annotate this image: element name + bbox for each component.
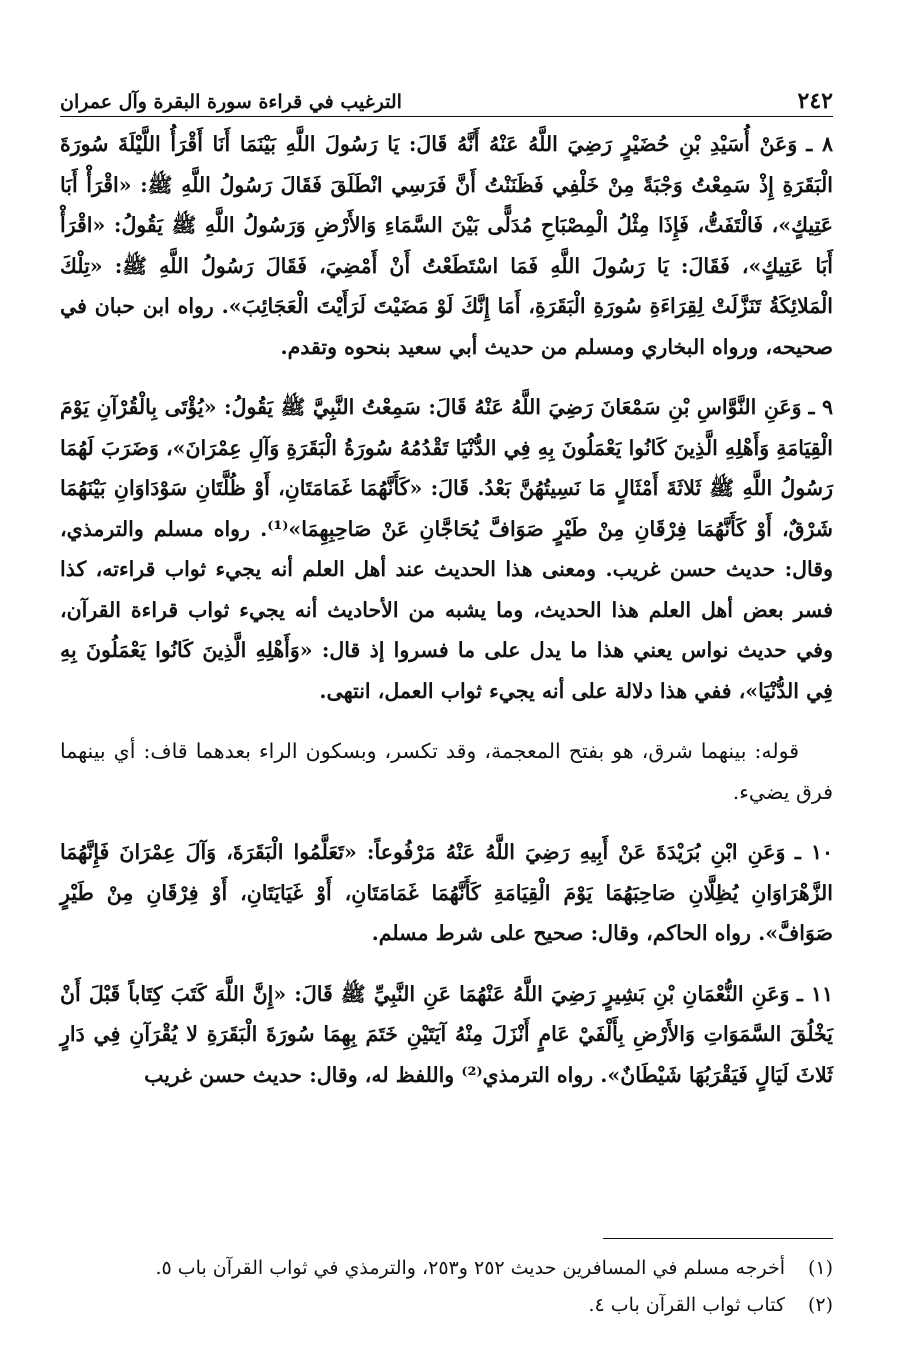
footnote-text: كتاب ثواب القرآن باب ٤.	[588, 1294, 785, 1316]
footnote-text: أخرجه مسلم في المسافرين حديث ٢٥٢ و٢٥٣، والترمذي في ثواب القرآن باب ٥.	[155, 1257, 785, 1279]
hadith-text: وَعَنِ النَّوَّاسِ بْنِ سَمْعَانَ رَضِيَ اللَّهُ عَنْهُ قَالَ: سَمِعْتُ النَّبِيَّ ﷺ يَقُولُ: «يُؤْتَى بِالْقُرْآنِ يَوْمَ الْقِيَامَةِ وَأَهْلِهِ الَّذِينَ كَانُوا يَعْمَلُونَ بِهِ فِي الدُّنْيَا تَقْدُمُهُ سُورَةُ الْبَقَرَةِ وَآلِ عِمْرَانَ»، وَضَرَبَ لَهُمَا رَسُولُ اللَّهِ ﷺ ثَلاثَةَ أَمْثَالٍ مَا نَسِيتُهُنَّ بَعْدُ. قَالَ: «كَأَنَّهُمَا غَمَامَتَانِ، أَوْ ظُلَّتَانِ سَوْدَاوَانِ بَيْنَهُمَا شَرْقٌ، أَوْ كَأَنَّهُمَا فِرْقَانِ مِنْ طَيْرٍ صَوَافَّ يُحَاجَّانِ عَنْ صَاحِبِهِمَا»⁽¹⁾. رواه مسلم والترمذي، وقال: حديث حسن غريب. ومعنى هذا الحديث عند أهل العلم أنه يجيء ثواب قراءته، كذا فسر بعض أهل العلم هذا الحديث، وما يشبه من الأحاديث أنه يجيء ثواب قراءة القرآن، وفي حديث نواس يعني هذا ما يدل على ما فسروا إذ قال: «وَأَهْلِهِ الَّذِينَ كَانُوا يَعْمَلُونَ بِهِ فِي الدُّنْيَا»، ففي هذا دلالة على أنه يجيء ثواب العمل، انتهى.	[60, 395, 833, 703]
footnotes	[60, 1250, 833, 1324]
running-header	[60, 86, 833, 117]
footnote-1	[60, 1250, 833, 1287]
running-title: الترغيب في قراءة سورة البقرة وآل عمران	[60, 91, 402, 113]
hadith-number: ٩ ـ	[808, 395, 833, 419]
commentary-text: قوله: بينهما شرق، هو بفتح المعجمة، وقد تكسر، وبسكون الراء بعدهما قاف: أي بينهما فرق يضيء.	[60, 739, 833, 804]
footnote-mark: (١)	[807, 1257, 833, 1279]
hadith-text: وَعَنِ ابْنِ بُرَيْدَةَ عَنْ أَبِيهِ رَضِيَ اللَّهُ عَنْهُ مَرْفُوعاً: «تَعَلَّمُوا الْبَقَرَةَ، وَآلَ عِمْرَانَ فَإِنَّهُمَا الزَّهْرَاوَانِ يُظِلَّانِ صَاحِبَهُمَا يَوْمَ الْقِيَامَةِ كَأَنَّهُمَا غَمَامَتَانِ، أَوْ غَيَايَتَانِ، أَوْ فِرْقَانِ مِنْ طَيْرٍ صَوَافَّ». رواه الحاكم، وقال: صحيح على شرط مسلم.	[60, 840, 833, 945]
hadith-11	[60, 974, 833, 1096]
hadith-text: وَعَنِ النُّعْمَانِ بْنِ بَشِيرٍ رَضِيَ اللَّهُ عَنْهُمَا عَنِ النَّبِيِّ ﷺ قَالَ: «إِنَّ اللَّهَ كَتَبَ كِتَاباً قَبْلَ أَنْ يَخْلُقَ السَّمَوَاتِ وَالأَرْضِ بِأَلْفَيْ عَامٍ أَنْزَلَ مِنْهُ آيَتَيْنِ خَتَمَ بِهِمَا سُورَةَ الْبَقَرَةِ لا يُقْرَآنِ فِي دَارٍ ثَلاثَ لَيَالٍ فَيَقْرَبُهَا شَيْطَانٌ». رواه الترمذي⁽²⁾ واللفظ له، وقال: حديث حسن غريب	[60, 981, 833, 1087]
hadith-number: ٨ ـ	[806, 132, 833, 156]
hadith-text: وَعَنْ أُسَيْدِ بْنِ حُضَيْرٍ رَضِيَ اللَّهُ عَنْهُ أَنَّهُ قَالَ: يَا رَسُولَ اللَّهِ بَيْنَمَا أَنَا أَقْرَأُ اللَّيْلَةَ سُورَةَ الْبَقَرَةِ إِذْ سَمِعْتُ وَجْبَةً مِنْ خَلْفِي فَظَنَنْتُ أَنَّ فَرَسِي انْطَلَقَ فَقَالَ رَسُولُ اللَّهِ ﷺ: «اقْرَأْ أَبَا عَتِيكٍ»، فَالْتَفَتُّ، فَإِذَا مِثْلُ الْمِصْبَاحِ مُدَلًّى بَيْنَ السَّمَاءِ وَالأَرْضِ وَرَسُولُ اللَّهِ ﷺ يَقُولُ: «اقْرَأْ أَبَا عَتِيكٍ»، فَقَالَ: يَا رَسُولَ اللَّهِ فَمَا اسْتَطَعْتُ أَنْ أَمْضِيَ، فَقَالَ رَسُولُ اللَّهِ ﷺ: «تِلْكَ الْمَلائِكَةُ تَنَزَّلَتْ لِقِرَاءَةِ سُورَةِ الْبَقَرَةِ، أَمَا إِنَّكَ لَوْ مَضَيْتَ لَرَأَيْتَ الْعَجَائِبَ». رواه ابن حبان في صحيحه، ورواه البخاري ومسلم من حديث أبي سعيد بنحوه وتقدم.	[60, 132, 833, 359]
footnote-mark: (٢)	[807, 1294, 833, 1316]
page-number: ٢٤٢	[797, 88, 833, 114]
footnote-2	[60, 1287, 833, 1324]
commentary-paragraph	[60, 731, 833, 812]
hadith-10	[60, 832, 833, 954]
hadith-number: ١١ ـ	[796, 981, 833, 1006]
main-text	[60, 124, 833, 1109]
hadith-8	[60, 124, 833, 367]
hadith-9	[60, 387, 833, 711]
footnote-divider	[603, 1238, 833, 1239]
hadith-number: ١٠ ـ	[794, 840, 833, 864]
